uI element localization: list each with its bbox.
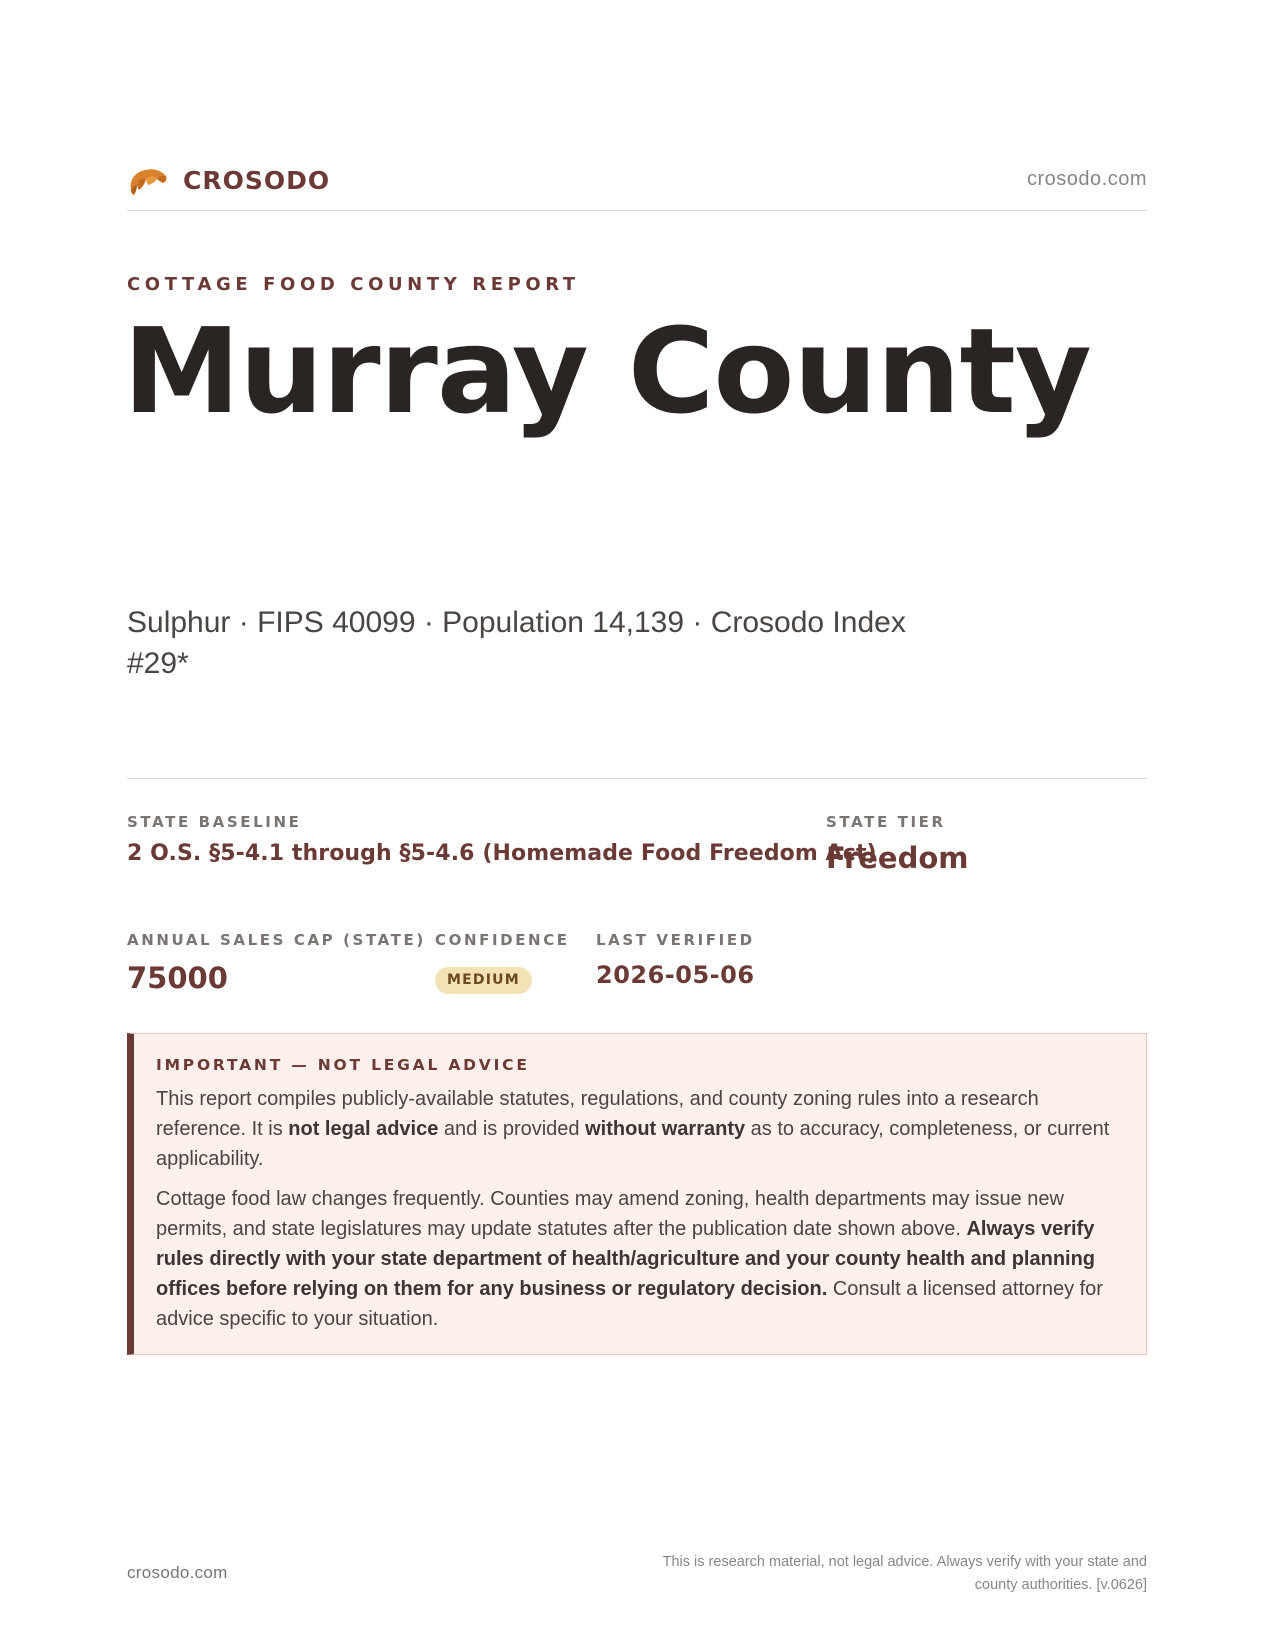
state-tier-field xyxy=(826,813,969,875)
report-subtitle: Sulphur · FIPS 40099 · Population 14,139 · Crosodo Index #29* xyxy=(127,606,906,680)
last-verified-field xyxy=(596,931,755,989)
sales-cap-label: ANNUAL SALES CAP (STATE) xyxy=(127,931,426,949)
sales-cap-field xyxy=(127,931,426,995)
footer-disclaimer: This is research material, not legal advice. Always verify with your state and county authorities. [v.0626] xyxy=(662,1554,1147,1593)
legal-notice xyxy=(127,1033,1147,1355)
notice-emphasis: without warranty xyxy=(585,1118,746,1140)
confidence-badge: MEDIUM xyxy=(435,967,532,994)
confidence-field xyxy=(435,931,570,994)
notice-text: Consult a licensed attorney for advice specific to your situation. xyxy=(156,1278,1103,1330)
state-baseline-label: STATE BASELINE xyxy=(127,813,302,831)
notice-text: This report compiles publicly-available statutes, regulations, and county zoning rules into a research reference. It is xyxy=(156,1088,1039,1140)
state-tier-value: Freedom xyxy=(826,841,969,875)
page-title: Murray County xyxy=(123,302,1091,440)
notice-emphasis: not legal advice xyxy=(288,1118,439,1140)
last-verified-label: LAST VERIFIED xyxy=(596,931,755,949)
last-verified-value: 2026-05-06 xyxy=(596,961,755,989)
confidence-label: CONFIDENCE xyxy=(435,931,570,949)
state-baseline-value: 2 O.S. §5-4.1 through §5-4.6 (Homemade Food Freedom Act) xyxy=(127,841,877,866)
report-page xyxy=(123,0,1147,1650)
brand[interactable] xyxy=(127,160,330,200)
state-baseline-field xyxy=(127,813,877,866)
notice-text: as to accuracy, completeness, or current applicability. xyxy=(156,1118,1110,1170)
footer-url-link[interactable]: crosodo.com xyxy=(127,1563,228,1582)
section-divider xyxy=(127,778,1147,779)
site-url-link[interactable]: crosodo.com xyxy=(1027,168,1147,190)
notice-paragraph-2 xyxy=(156,1184,1124,1334)
header xyxy=(127,158,1147,211)
notice-text: and is provided xyxy=(438,1118,586,1140)
notice-text: Cottage food law changes frequently. Counties may amend zoning, health departments may issue new permits, and state legislatures may update statutes after the publication date shown above. xyxy=(156,1188,1064,1240)
notice-title: IMPORTANT — NOT LEGAL ADVICE xyxy=(156,1056,530,1074)
notice-emphasis: Always verify rules directly with your state department of health/agriculture and your county health and planning offices before relying on them for any business or regulatory decision. xyxy=(156,1218,1096,1300)
state-tier-label: STATE TIER xyxy=(826,813,946,831)
notice-paragraph-1 xyxy=(156,1084,1124,1174)
brand-name: CROSODO xyxy=(183,165,331,195)
croissant-icon xyxy=(127,160,169,200)
sales-cap-value: 75000 xyxy=(127,961,228,995)
report-kicker: COTTAGE FOOD COUNTY REPORT xyxy=(127,274,580,295)
